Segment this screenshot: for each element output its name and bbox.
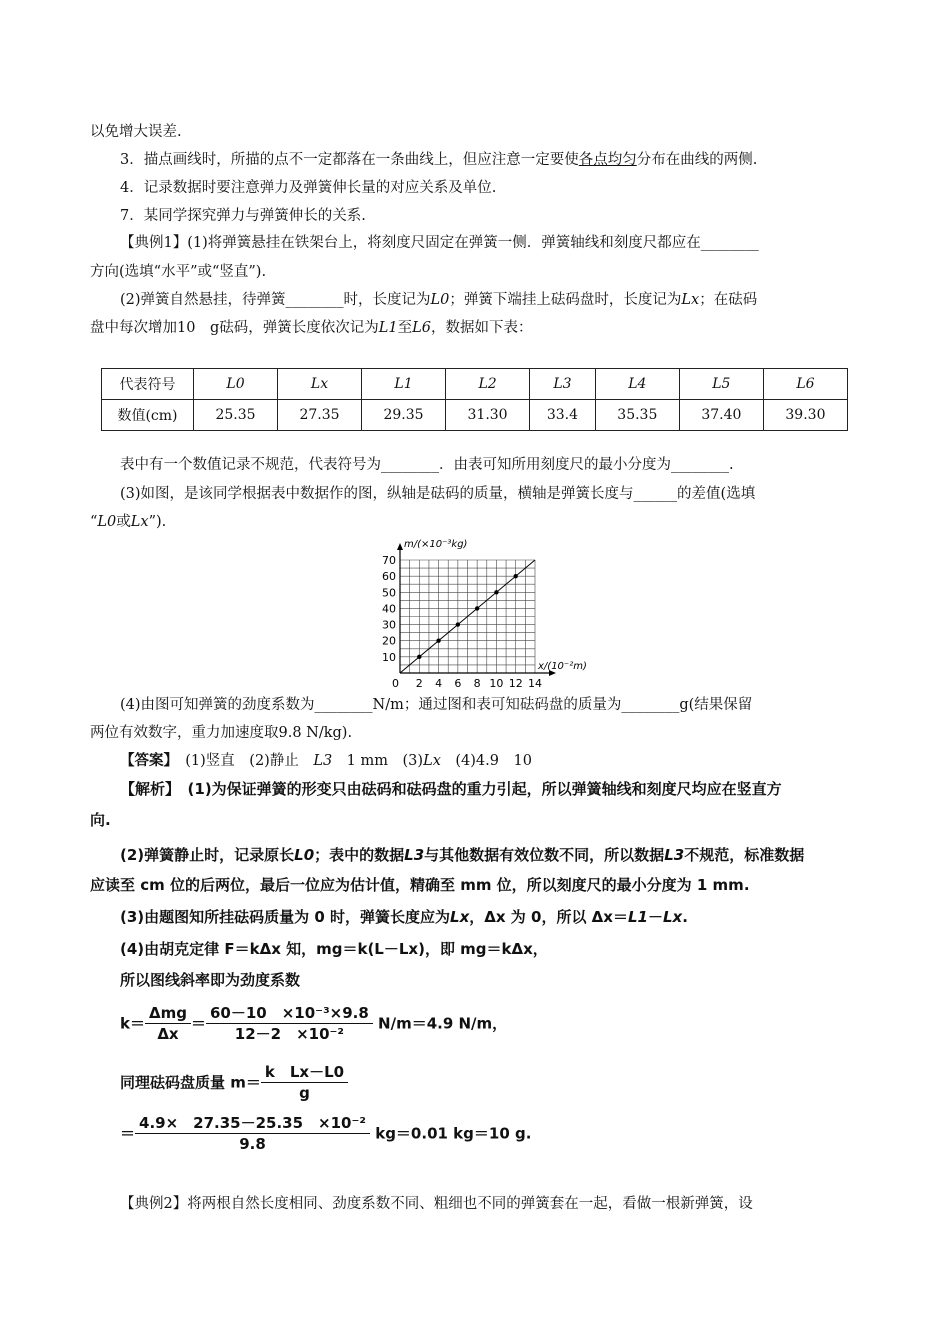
data-point (514, 574, 518, 578)
x-tick-label: 14 (528, 677, 542, 690)
m-formula: 同理砝码盘质量 m＝ $\frac{\text{k Lx－L0}}{g}$ (120, 1062, 348, 1103)
text-line: (2)弹簧自然悬挂，待弹簧________时，长度记为L0；弹簧下端挂上砝码盘时，长度记为Lx；在砝码 (120, 292, 758, 308)
text-line: 【典例1】(1)将弹簧悬挂在铁架台上，将刻度尺固定在弹簧一侧．弹簧轴线和刻度尺都应在________ (120, 235, 759, 251)
explanation-line: (3)由题图知所挂砝码质量为 0 时，弹簧长度应为Lx，Δx 为 0，所以 Δx＝L1－Lx. (120, 908, 688, 926)
y-tick-label: 10 (382, 650, 396, 664)
y-tick-label: 30 (382, 618, 396, 632)
text-line: 【典例2】将两根自然长度相同、劲度系数不同、粗细也不同的弹簧套在一起，看做一根新弹簧，设 (120, 1196, 753, 1212)
y-axis-arrow (397, 543, 403, 550)
x-tick-label: 4 (435, 677, 443, 690)
underlined-text: 各点均匀 (578, 152, 637, 168)
x-tick-label: 10 (489, 677, 504, 690)
text-line: (4)由图可知弹簧的劲度系数为________N/m；通过图和表可知砝码盘的质量为________g(结果保留 (120, 697, 753, 713)
text-line: 两位有效数字，重力加速度取9.8 N/kg). (90, 725, 353, 741)
explanation-line: 【解析】 (1)为保证弹簧的形变只由砝码和砝码盘的重力引起，所以弹簧轴线和刻度尺均应在竖直方 (120, 780, 782, 798)
y-tick-label: 50 (382, 586, 396, 600)
x-tick-label: 12 (508, 677, 523, 690)
text-line: 3．描点画线时，所描的点不一定都落在一条曲线上，但应注意一定要使各点均匀分布在曲线的两侧. (120, 152, 758, 168)
y-axis-label: m/(×10⁻³kg) (404, 539, 468, 550)
table-cell: L4 (595, 369, 679, 400)
text-line: 4．记录数据时要注意弹力及弹簧伸长量的对应关系及单位. (120, 180, 497, 196)
table-header-cell: 代表符号 (102, 369, 194, 400)
table-cell: Lx (278, 369, 362, 400)
text-line: 方向(选填“水平”或“竖直”). (90, 264, 267, 280)
explanation-line: (4)由胡克定律 F＝kΔx 知，mg＝k(L－Lx)，即 mg＝kΔx， (120, 940, 548, 958)
text-line: 以免增大误差. (90, 124, 182, 140)
y-tick-label: 40 (382, 602, 396, 616)
table-cell: 31.30 (446, 400, 530, 431)
data-table (101, 368, 848, 431)
table-cell: L6 (763, 369, 847, 400)
explanation-line: 向. (90, 811, 111, 829)
table-cell: L1 (362, 369, 446, 400)
origin-label: 0 (392, 677, 399, 690)
m-formula-result: ＝ $\frac{\text{4.9× 27.35－25.35 ×10⁻²}}{9.8}$ kg＝0.01 kg＝10 g. (120, 1114, 532, 1153)
data-point (417, 655, 421, 659)
x-axis-label: x/(10⁻²m) (538, 661, 587, 672)
y-tick-label: 60 (382, 570, 396, 584)
y-tick-label: 20 (382, 634, 396, 648)
x-tick-label: 2 (415, 677, 423, 690)
table-cell: L0 (194, 369, 278, 400)
data-point (456, 622, 460, 626)
table-cell: L2 (446, 369, 530, 400)
text-line: 7．某同学探究弹力与弹簧伸长的关系. (120, 208, 366, 224)
x-tick-label: 8 (473, 677, 481, 690)
table-cell: L5 (679, 369, 763, 400)
y-tick-label: 70 (382, 554, 396, 567)
answer-line: 【答案】 (1)竖直 (2)静止 L3 1 mm (3)Lx (4)4.9 10 (120, 753, 532, 769)
table-cell: 39.30 (763, 400, 847, 431)
table-cell: 29.35 (362, 400, 446, 431)
table-row (102, 400, 848, 431)
table-row (102, 369, 848, 400)
text-line: (3)如图，是该同学根据表中数据作的图，纵轴是砝码的质量，横轴是弹簧长度与______的差值(选填 (120, 486, 756, 502)
explanation-line: (2)弹簧静止时，记录原长L0；表中的数据L3与其他数据有效位数不同，所以数据L3不规范，标准数据 (120, 846, 805, 864)
mass-vs-extension-chart (360, 535, 600, 695)
text-line: 表中有一个数值记录不规范，代表符号为________．由表可知所用刻度尺的最小分度为________. (120, 457, 734, 473)
table-header-cell: 数值(cm) (102, 400, 194, 431)
data-point (436, 639, 440, 643)
data-point (494, 590, 498, 594)
explanation-line: 应读至 cm 位的后两位，最后一位应为估计值，精确至 mm 位，所以刻度尺的最小分度为 1 mm. (90, 876, 750, 894)
table-cell: 33.4 (530, 400, 596, 431)
table-cell: 25.35 (194, 400, 278, 431)
explanation-line: 所以图线斜率即为劲度系数 (120, 971, 301, 989)
k-formula: k＝ $\frac{\text{Δmg}}{\Delta x}$ ＝ $\frac{\text{60－10 ×10⁻³×9.8}}{\text{12－2 ×10⁻²}}$ N/m＝4.9 N/m， (120, 1004, 508, 1043)
table-cell: 37.40 (679, 400, 763, 431)
table-cell: 27.35 (278, 400, 362, 431)
x-tick-label: 6 (454, 677, 462, 690)
table-cell: 35.35 (595, 400, 679, 431)
text-line: “L0或Lx”). (90, 514, 167, 530)
data-point (475, 606, 479, 610)
table-cell: L3 (530, 369, 596, 400)
text-line: 盘中每次增加10 g砝码，弹簧长度依次记为L1至L6，数据如下表： (90, 320, 533, 336)
